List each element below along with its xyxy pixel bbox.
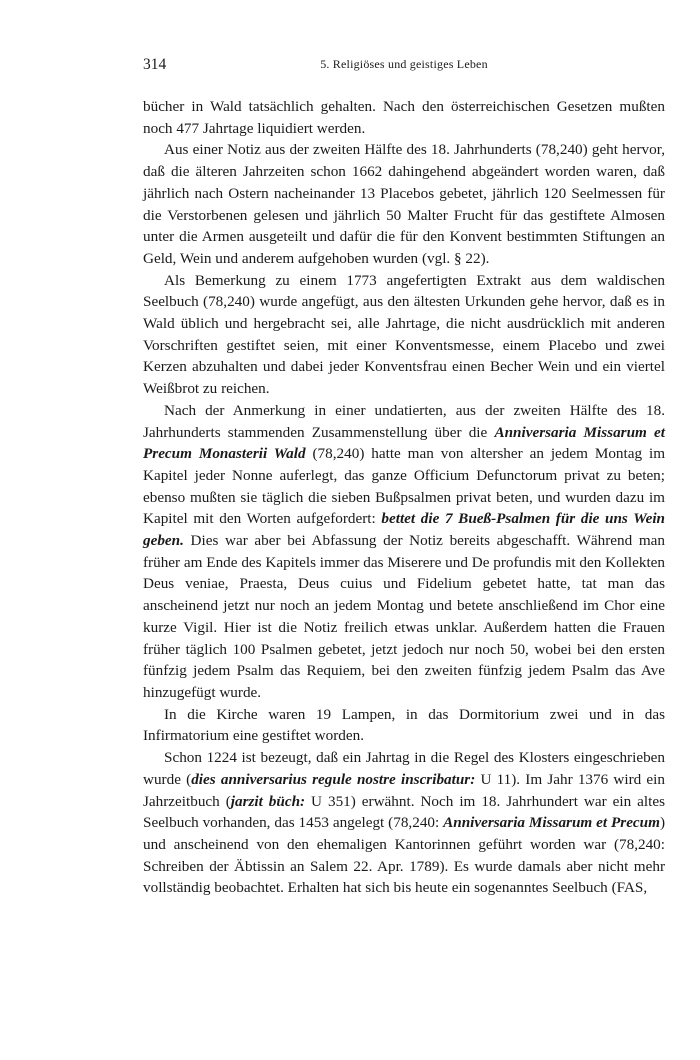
- text-segment: In die Kirche waren 19 Lampen, in das Dormitorium zwei und in das Infirmatorium eine gestiftet worden.: [143, 705, 665, 745]
- body-text: [143, 96, 665, 899]
- book-page: [143, 56, 665, 899]
- quotation: bettet die 7 Bueß-Psalmen für die uns Wein geben.: [143, 510, 665, 550]
- latin-title: Anniversaria Missarum et Precum Monasterii Wald: [143, 423, 665, 463]
- text-segment: Nach der Anmerkung in einer undatierten, aus der zweiten Hälfte des 18. Jahrhunderts stammenden Zusammenstellung über die: [143, 401, 665, 441]
- text-segment: U 11). Im Jahr 1376 wird ein Jahrzeitbuch (: [143, 770, 665, 810]
- page-number: 314: [143, 56, 167, 73]
- text-segment: Aus einer Notiz aus der zweiten Hälfte des 18. Jahrhunderts (78,240) geht hervor, daß die älteren Jahrzeiten schon 1662 dahingehend abgeändert worden waren, daß jährlich nach Ostern nacheinander 13 Placebos gebetet, jährlich 120 Seelmessen für die Verstorbenen gelesen und jährlich 50 Malter Frucht für das gestiftete Almosen unter die Armen ausgeteilt und dafür die für den Konvent bestimmten Stiftungen an Geld, Wein und anderem aufgehoben wurden (vgl. § 22).: [143, 141, 665, 267]
- text-segment: bücher in Wald tatsächlich gehalten. Nach den österreichischen Gesetzen mußten noch 477 Jahrtage liquidiert werden.: [143, 98, 665, 137]
- paragraph: [143, 96, 665, 139]
- paragraph: [143, 747, 665, 899]
- text-segment: (78,240) hatte man von altersher an jedem Montag im Kapitel jeder Nonne auferlegt, das ganze Officium Defunctorum privat zu beten; ebenso mußten sie täglich die sieben Bußpsalmen privat beten, und wurden dazu im Kapitel mit den Worten aufgefordert:: [143, 445, 666, 528]
- paragraph: [143, 400, 665, 704]
- running-title: 5. Religiöses und geistiges Leben: [320, 57, 488, 71]
- text-segment: Dies war aber bei Abfassung der Notiz bereits abgeschafft. Während man früher am Ende des Kapitels immer das Miserere und De profundis mit den Kollekten Deus veniae, Praesta, Deus cuius und Fidelium gebetet hatte, tat man das anscheinend jetzt nur noch an jedem Montag und betete anschließend im Chor eine kurze Vigil. Hier ist die Notiz freilich etwas unklar. Außerdem hatten die Frauen früher täglich 100 Psalmen gebetet, jetzt jedoch nur noch 50, wobei bei den ersten fünfzig jedem Psalm das Requiem, bei den zweiten fünfzig jedem Psalm das Ave hinzugefügt wurde.: [143, 532, 665, 701]
- latin-title: Anniversaria Missarum et Precum: [443, 814, 660, 832]
- text-segment: Als Bemerkung zu einem 1773 angefertigten Extrakt aus dem waldischen Seelbuch (78,240) wurde angefügt, aus den ältesten Urkunden gehe hervor, daß es in Wald üblich und hergebracht sei, alle Jahrtage, die nicht ausdrücklich mit anderen Vorschriften gestiftet seien, mit einer Konventsmesse, einem Placebo und zwei Kerzen abzuhalten und dabei jeder Konventsfrau einen Becher Wein und ein viertel Weißbrot zu reichen.: [143, 271, 665, 398]
- text-segment: U 351) erwähnt. Noch im 18. Jahrhundert war ein altes Seelbuch vorhanden, das 1453 angelegt (78,240:: [143, 792, 665, 832]
- paragraph: [143, 139, 665, 269]
- latin-quotation: dies anniversarius regule nostre inscribatur:: [191, 770, 476, 788]
- quotation: jarzit büch:: [230, 792, 306, 810]
- paragraph: [143, 270, 665, 400]
- paragraph: [143, 704, 665, 747]
- running-head: [143, 56, 665, 78]
- text-segment: ) und anscheinend von den ehemaligen Kantorinnen geführt worden war (78,240: Schreiben der Äbtissin an Salem 22. Apr. 1789). Es wurde damals aber nicht mehr vollständig beobachtet. Erhalten hat sich bis heute ein sogenanntes Seelbuch (FAS,: [143, 814, 665, 897]
- text-segment: Schon 1224 ist bezeugt, daß ein Jahrtag in die Regel des Klosters eingeschrieben wurde (: [143, 749, 665, 788]
